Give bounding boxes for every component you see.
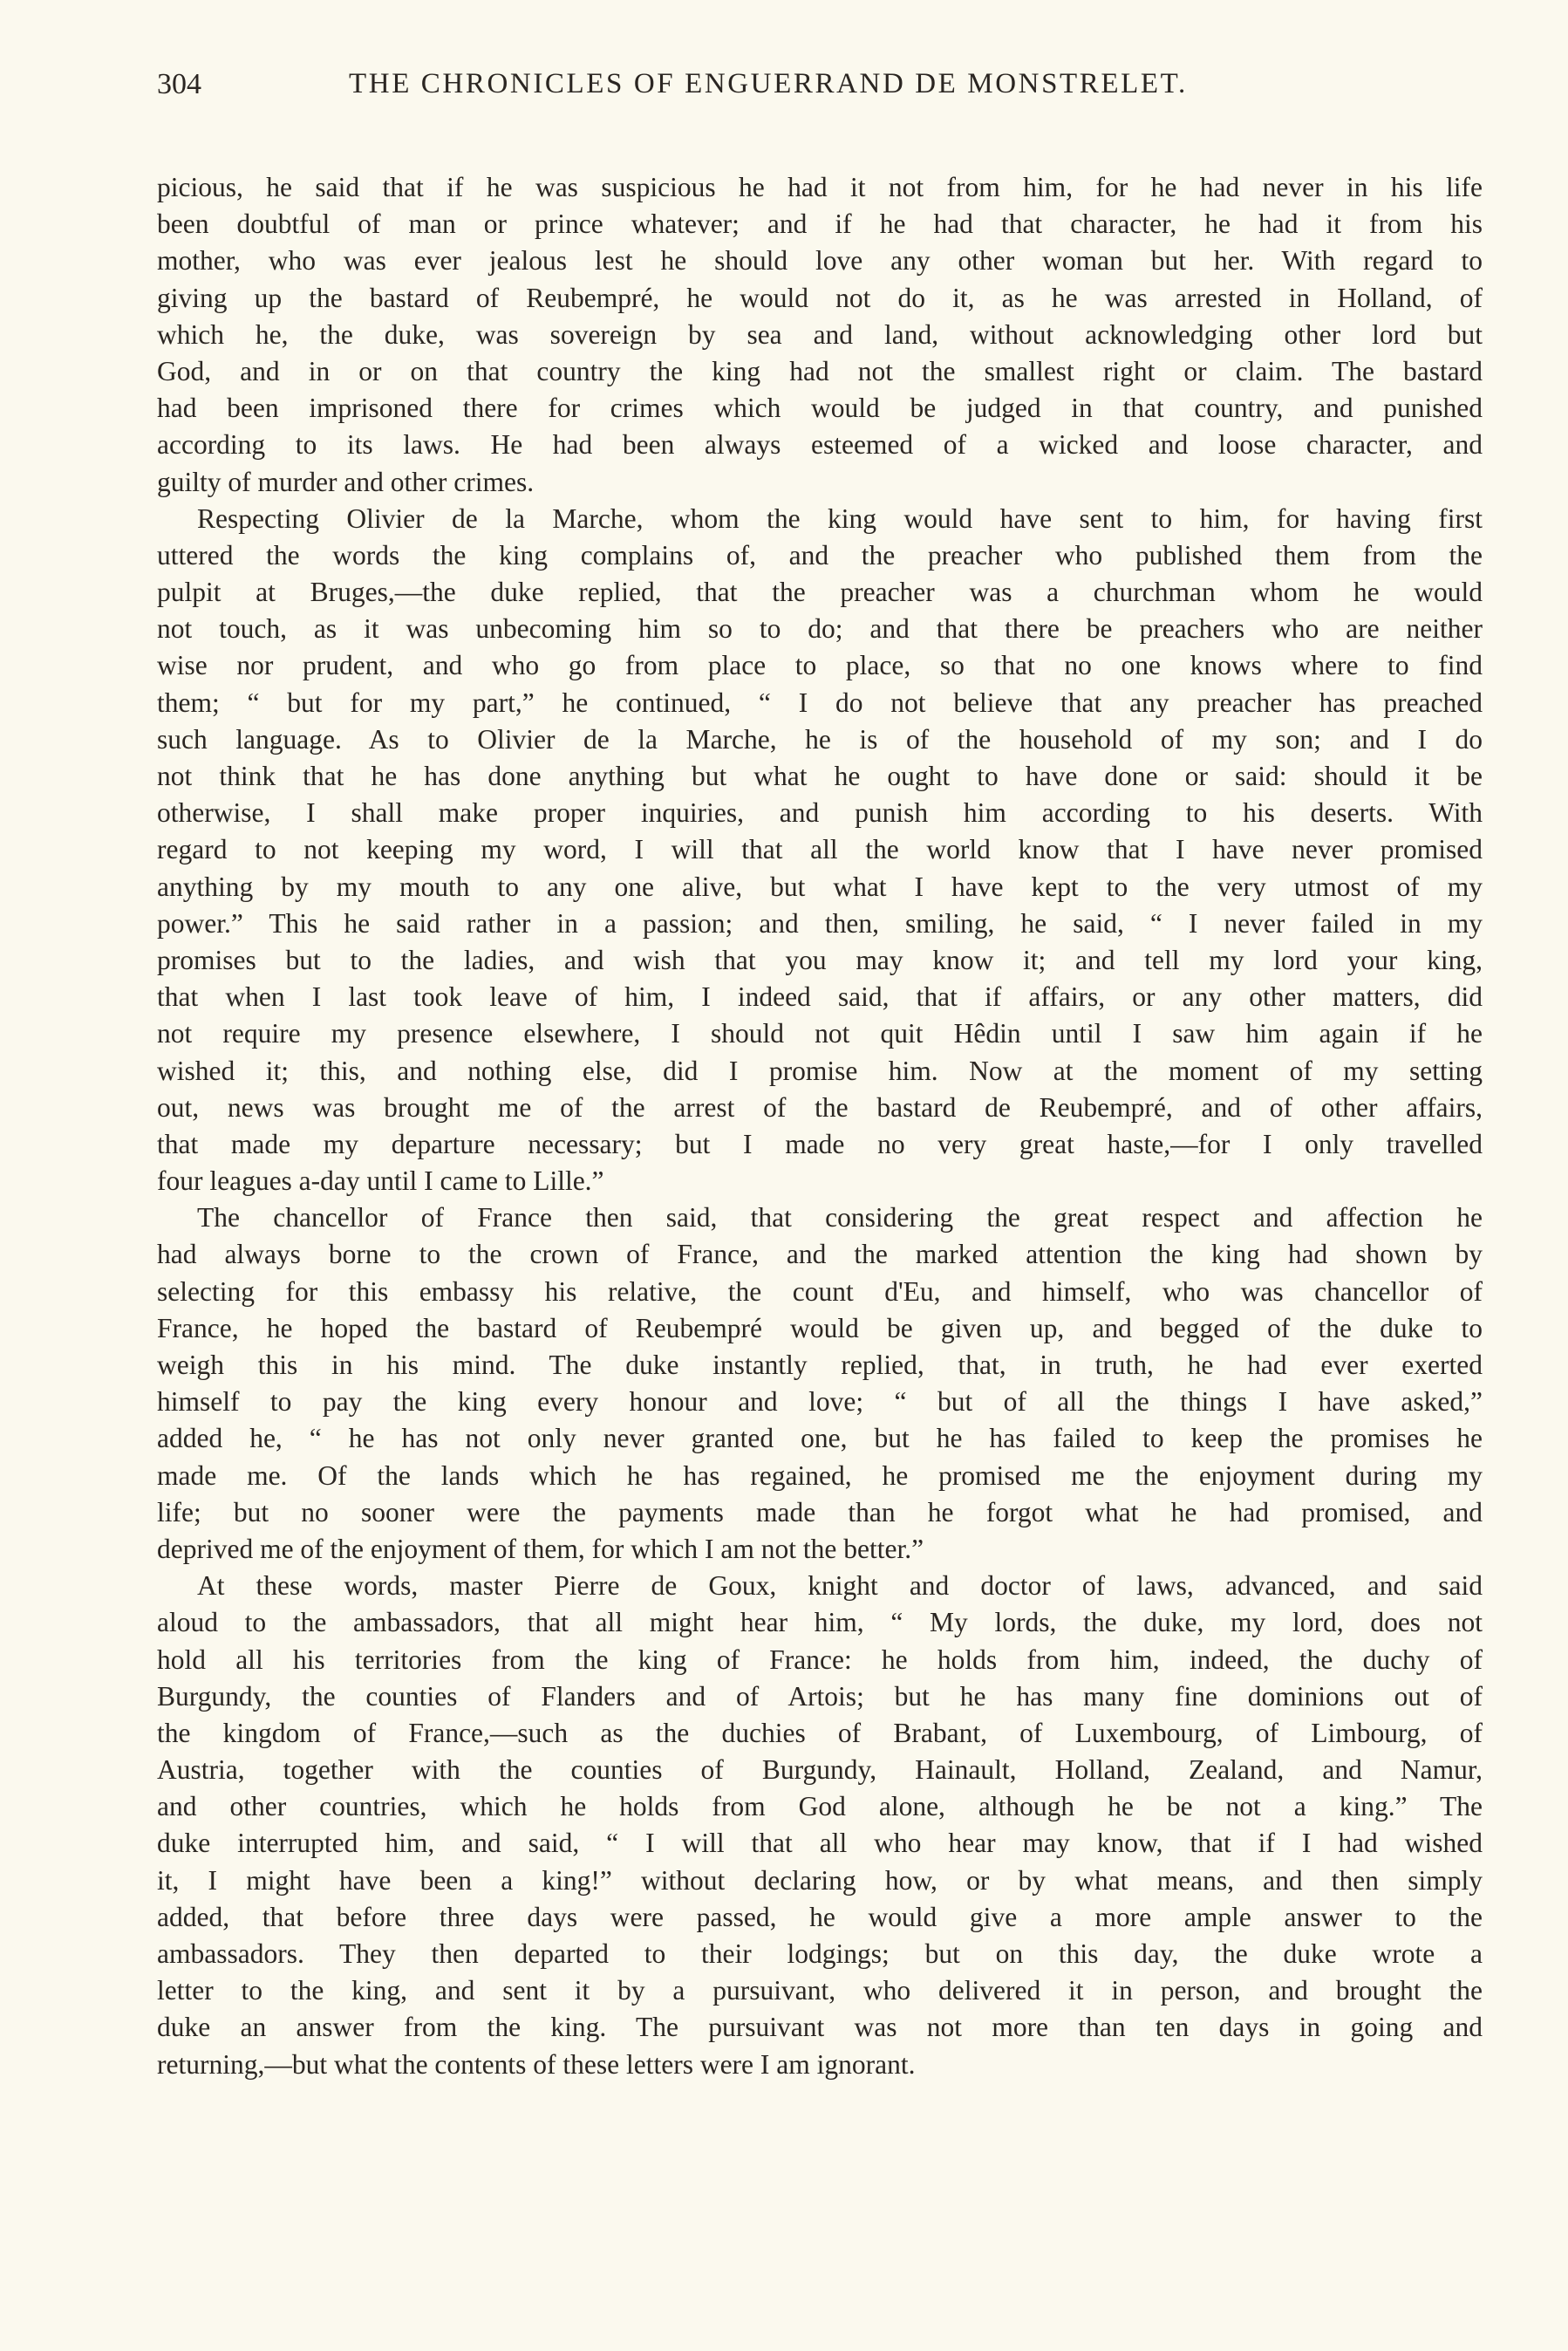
text-line: wished it; this, and nothing else, did I promise him. Now at the moment of my setting — [157, 1055, 1483, 1086]
text-line: uttered the words the king complains of, and the preacher who published them from the — [157, 539, 1483, 571]
text-line: according to its laws. He had been always esteemed of a wicked and loose character, and — [157, 429, 1483, 461]
text-line: out, news was brought me of the arrest of the bastard de Reubempré, and of other affairs, — [157, 1091, 1483, 1123]
text-line: added, that before three days were passed, he would give a more ample answer to the — [157, 1901, 1483, 1932]
text-line: anything by my mouth to any one alive, but what I have kept to the very utmost of my — [157, 871, 1483, 902]
text-line: otherwise, I shall make proper inquiries, and punish him according to his deserts. With — [157, 797, 1483, 829]
text-line: not think that he has done anything but what he ought to have done or said: should it be — [157, 761, 1483, 791]
text-line: and other countries, which he holds from God alone, although he be not a king.” The — [157, 1791, 1483, 1822]
text-line: aloud to the ambassadors, that all might hear him, “ My lords, the duke, my lord, does not — [157, 1607, 1483, 1638]
text-line: them; “ but for my part,” he continued, “ I do not believe that any preacher has preached — [157, 687, 1483, 718]
text-line: duke an answer from the king. The pursuivant was not more than ten days in going and — [157, 2012, 1483, 2043]
text-line: God, and in or on that country the king had not the smallest right or claim. The bastard — [157, 355, 1483, 386]
text-line: returning,—but what the contents of these letters were I am ignorant. — [157, 2048, 916, 2080]
text-line: life; but no sooner were the payments made than he forgot what he had promised, and — [157, 1496, 1483, 1527]
text-line: weigh this in his mind. The duke instantly replied, that, in truth, he had ever exerted — [157, 1350, 1483, 1380]
text-line: that made my departure necessary; but I made no very great haste,—for I only travelled — [157, 1128, 1483, 1159]
text-line: pulpit at Bruges,—the duke replied, that the preacher was a churchman whom he would — [157, 577, 1483, 608]
text-line: guilty of murder and other crimes. — [157, 466, 535, 497]
text-line: selecting for this embassy his relative, the count d'Eu, and himself, who was chancellor of — [157, 1275, 1483, 1307]
text-line: ambassadors. They then departed to their lodgings; but on this day, the duke wrote a — [157, 1938, 1483, 1969]
text-line: had been imprisoned there for crimes which would be judged in that country, and punished — [157, 393, 1483, 424]
paragraph — [157, 501, 1483, 1200]
text-line: power.” This he said rather in a passion; and then, smiling, he said, “ I never failed in my — [157, 907, 1483, 939]
text-line: Respecting Olivier de la Marche, whom the king would have sent to him, for having first — [197, 502, 1483, 534]
text-line: picious, he said that if he was suspicious he had it not from him, for he had never in his life — [157, 172, 1483, 202]
text-line: Burgundy, the counties of Flanders and of Artois; but he has many fine dominions out of — [157, 1680, 1483, 1712]
text-line: added he, “ he has not only never granted one, but he has failed to keep the promises he — [157, 1423, 1483, 1454]
text-line: not require my presence elsewhere, I should not quit Hêdin until I saw him again if he — [157, 1018, 1483, 1049]
text-line: The chancellor of France then said, that considering the great respect and affection he — [197, 1202, 1483, 1234]
text-line: duke interrupted him, and said, “ I will that all who hear may know, that if I had wished — [157, 1828, 1483, 1859]
text-line: At these words, master Pierre de Goux, knight and doctor of laws, advanced, and said — [197, 1570, 1483, 1602]
text-line: made me. Of the lands which he has regained, he promised me the enjoyment during my — [157, 1459, 1483, 1491]
text-line: wise nor prudent, and who go from place to place, so that no one knows where to find — [157, 650, 1483, 681]
running-header — [157, 68, 1483, 108]
page-number: 304 — [157, 68, 201, 100]
text-line: such language. As to Olivier de la Marche, he is of the household of my son; and I do — [157, 723, 1483, 755]
text-line: letter to the king, and sent it by a pursuivant, who delivered it in person, and brought the — [157, 1975, 1483, 2006]
text-line: not touch, as it was unbecoming him so to do; and that there be preachers who are neither — [157, 613, 1483, 645]
paragraph — [157, 1199, 1483, 1568]
text-line: it, I might have been a king!” without declaring how, or by what means, and then simply — [157, 1864, 1483, 1896]
text-line: that when I last took leave of him, I indeed said, that if affairs, or any other matters, did — [157, 981, 1483, 1013]
running-title: THE CHRONICLES OF ENGUERRAND DE MONSTRELET. — [349, 68, 1188, 99]
text-line: four leagues a-day until I came to Lille.” — [157, 1165, 604, 1197]
text-line: Austria, together with the counties of Burgundy, Hainault, Holland, Zealand, and Namur, — [157, 1754, 1483, 1786]
text-line: had always borne to the crown of France, and the marked attention the king had shown by — [157, 1239, 1483, 1270]
text-line: which he, the duke, was sovereign by sea and land, without acknowledging other lord but — [157, 318, 1483, 350]
text-line: regard to not keeping my word, I will that all the world know that I have never promised — [157, 834, 1483, 865]
paragraph — [157, 169, 1483, 501]
text-line: mother, who was ever jealous lest he should love any other woman but her. With regard to — [157, 245, 1483, 277]
text-line: the kingdom of France,—such as the duchies of Brabant, of Luxembourg, of Limbourg, of — [157, 1717, 1483, 1748]
text-line: promises but to the ladies, and wish that you may know it; and tell my lord your king, — [157, 944, 1483, 975]
text-line: France, he hoped the bastard of Reubempré would be given up, and begged of the duke to — [157, 1312, 1483, 1343]
text-line: hold all his territories from the king of France: he holds from him, indeed, the duchy of — [157, 1644, 1483, 1675]
text-line: giving up the bastard of Reubempré, he would not do it, as he was arrested in Holland, of — [157, 282, 1483, 313]
page-body — [157, 169, 1483, 2083]
text-line: been doubtful of man or prince whatever; and if he had that character, he had it from his — [157, 208, 1483, 240]
text-line: himself to pay the king every honour and love; “ but of all the things I have asked,” — [157, 1386, 1483, 1418]
text-line: deprived me of the enjoyment of them, for which I am not the better.” — [157, 1533, 924, 1564]
paragraph — [157, 1568, 1483, 2083]
